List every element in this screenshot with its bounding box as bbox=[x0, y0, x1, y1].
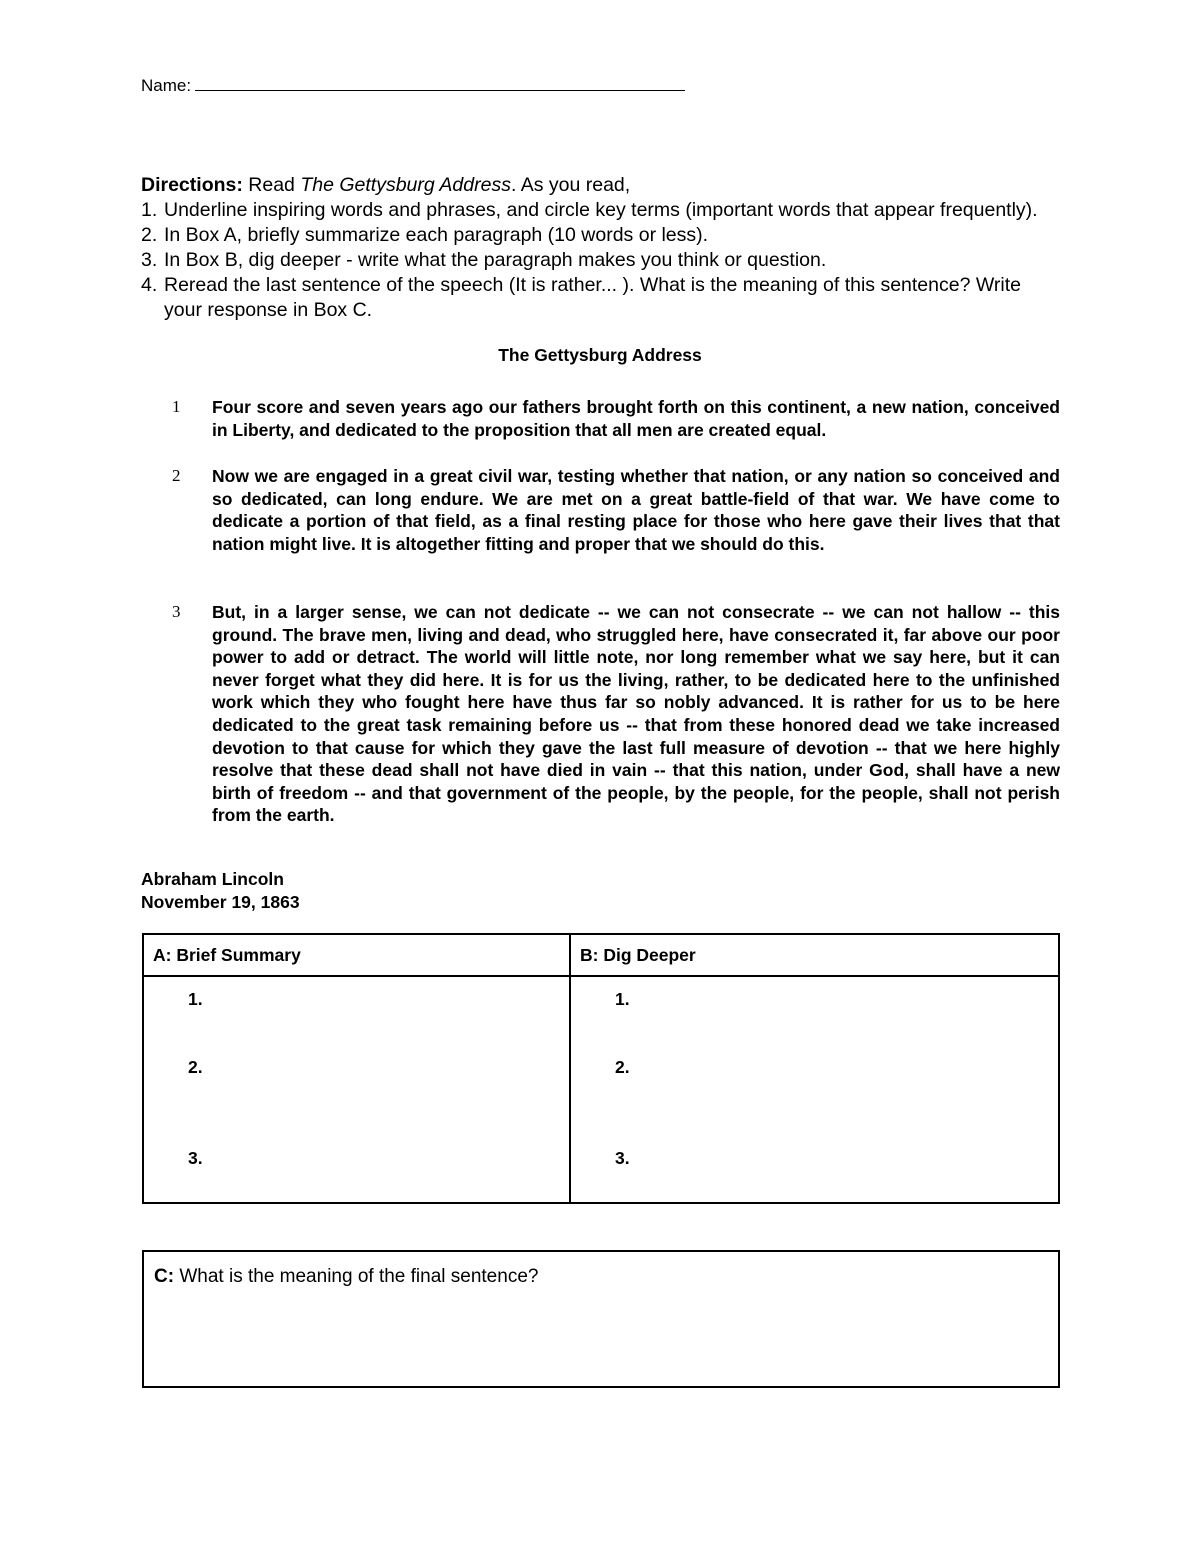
directions-intro bbox=[141, 173, 1061, 198]
direction-step-text: Reread the last sentence of the speech (It is rather... ). What is the meaning of this sentence? Write your response in Box C. bbox=[164, 274, 1022, 321]
direction-step-text: Underline inspiring words and phrases, and circle key terms (important words that appear frequently). bbox=[164, 199, 1038, 221]
name-field[interactable] bbox=[141, 76, 685, 96]
response-table-ab bbox=[142, 933, 1060, 1204]
paragraph-text: Four score and seven years ago our fathers brought forth on this continent, a new nation, conceived in Liberty, and dedicated to the proposition that all men are created equal. bbox=[212, 397, 1060, 440]
box-b-item-3: 3. bbox=[615, 1148, 630, 1168]
speech-paragraph-1 bbox=[172, 396, 1060, 441]
direction-step-number: 1. bbox=[141, 199, 158, 221]
speech-paragraph-3 bbox=[172, 601, 1060, 827]
box-a-item-1: 1. bbox=[188, 989, 203, 1009]
box-a-item-2: 2. bbox=[188, 1057, 203, 1077]
direction-step bbox=[141, 273, 1061, 323]
box-a-response-area[interactable] bbox=[143, 976, 570, 1203]
direction-step bbox=[141, 248, 1061, 273]
box-b-header: B: Dig Deeper bbox=[570, 934, 1059, 976]
speech-title: The Gettysburg Address bbox=[498, 345, 702, 365]
box-c-label: C: bbox=[154, 1266, 175, 1287]
directions-label: Directions: bbox=[141, 174, 243, 196]
paragraph-number: 1 bbox=[172, 397, 181, 416]
box-b-item-1: 1. bbox=[615, 989, 630, 1009]
direction-step bbox=[141, 198, 1061, 223]
author-name: Abraham Lincoln bbox=[141, 869, 284, 889]
direction-step bbox=[141, 223, 1061, 248]
paragraph-text: Now we are engaged in a great civil war, testing whether that nation, or any nation so conceived and so dedicated, can long endure. We are met on a great battle-field of that war. We have come to dedicate a portion of that field, as a final resting place for those who here gave their lives that that nation might live. It is altogether fitting and proper that we should do this. bbox=[212, 466, 1060, 554]
direction-step-number: 3. bbox=[141, 249, 158, 271]
directions-intro-before: Read bbox=[248, 174, 301, 196]
speech-paragraph-2 bbox=[172, 465, 1060, 555]
direction-step-text: In Box A, briefly summarize each paragraph (10 words or less). bbox=[164, 224, 709, 246]
paragraph-number: 2 bbox=[172, 466, 181, 485]
name-blank-line[interactable] bbox=[195, 76, 685, 91]
box-c-response-area[interactable] bbox=[142, 1250, 1060, 1388]
direction-step-number: 2. bbox=[141, 224, 158, 246]
directions-intro-after: . As you read, bbox=[510, 174, 631, 196]
directions-steps bbox=[141, 198, 1061, 323]
paragraph-number: 3 bbox=[172, 602, 181, 621]
box-b-response-area[interactable] bbox=[570, 976, 1059, 1203]
direction-step-text: In Box B, dig deeper - write what the paragraph makes you think or question. bbox=[164, 249, 827, 271]
direction-step-number: 4. bbox=[141, 274, 158, 296]
directions-section bbox=[141, 173, 1061, 323]
paragraph-text: But, in a larger sense, we can not dedicate -- we can not consecrate -- we can not hallow -- this ground. The brave men, living and dead, who struggled here, have consecrated it, far above our poor power to add or detract. The world will little note, nor long remember what we say here, but it can never forget what they did here. It is for us the living, rather, to be dedicated here to the unfinished work which they who fought here have thus far so nobly advanced. It is rather for us to be here dedicated to the great task remaining before us -- that from these honored dead we take increased devotion to that cause for which they gave the last full measure of devotion -- that we here highly resolve that these dead shall not have died in vain -- that this nation, under God, shall have a new birth of freedom -- and that government of the people, by the people, for the people, shall not perish from the earth. bbox=[212, 602, 1060, 826]
name-label: Name: bbox=[141, 76, 192, 95]
box-c-prompt: What is the meaning of the final sentence? bbox=[179, 1266, 539, 1287]
box-a-header: A: Brief Summary bbox=[143, 934, 570, 976]
box-a-item-3: 3. bbox=[188, 1148, 203, 1168]
box-b-item-2: 2. bbox=[615, 1057, 630, 1077]
directions-intro-title: The Gettysburg Address bbox=[300, 174, 511, 196]
speech-attribution bbox=[141, 868, 300, 914]
speech-date: November 19, 1863 bbox=[141, 892, 300, 912]
